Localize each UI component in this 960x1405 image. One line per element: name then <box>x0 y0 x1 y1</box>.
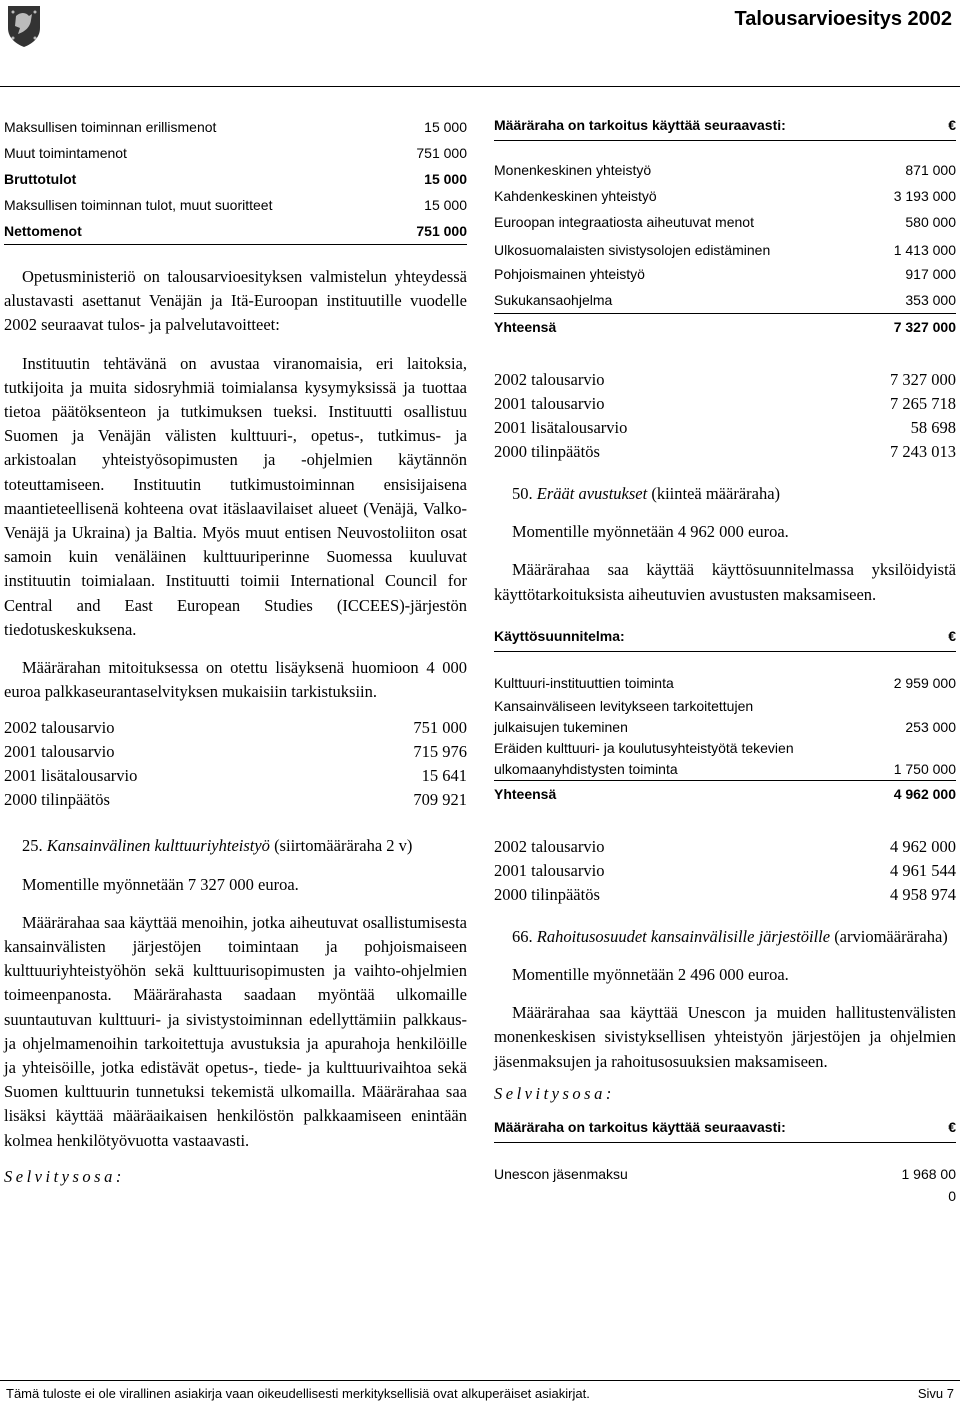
left-column <box>4 114 467 1187</box>
selvitysosa-label: Selvitysosa: <box>494 1083 615 1103</box>
selvitysosa-label: Selvitysosa: <box>4 1166 125 1186</box>
document-title: Talousarvioesitys 2002 <box>734 8 952 30</box>
table-row: 2001 talousarvio 7 265 718 <box>494 394 956 413</box>
table-row: 2001 talousarvio 715 976 <box>4 742 467 762</box>
paragraph-usage-66: Määrärahaa saa käyttää Unescon ja muiden hallitustenvälisten monenkeskisen sivistyksellisen yhteistyön järjestöjen ja ohjelmien jäsenmaksujen ja rahoitusosuuksien maksamiseen. <box>494 1003 956 1071</box>
page-number: Sivu 7 <box>917 1386 954 1401</box>
right-column <box>494 114 956 1205</box>
header-rule <box>0 86 960 87</box>
moment-amount-66: Momentille myönnetään 2 496 000 euroa. <box>512 965 789 985</box>
table-row: 2002 talousarvio 4 962 000 <box>494 836 956 856</box>
table-row: Bruttotulot 15 000 <box>4 171 467 187</box>
coat-of-arms-icon <box>4 4 44 48</box>
section-heading-50: 50. Eräät avustukset (kiinteä määräraha) <box>512 484 781 503</box>
table-header: Käyttösuunnitelma: € <box>494 625 956 652</box>
table-row: 2002 talousarvio 751 000 <box>4 718 467 738</box>
table-total-row: Yhteensä 4 962 000 <box>494 780 956 807</box>
euro-currency: € <box>948 117 956 133</box>
table-total-row: Yhteensä 7 327 000 <box>494 313 956 340</box>
allocation-table-66 <box>494 1116 956 1205</box>
table-row: Kansainväliseen levitykseen tarkoitettujen julkaisujen tukeminen 253 000 <box>494 697 956 735</box>
table-row: Pohjoismainen yhteistyö 917 000 <box>494 266 956 282</box>
paragraph-usage-50: Määrärahaa saa käyttää käyttösuunnitelmassa yksilöidyistä käyttötarkoituksista aiheutuvien avustusten maksamiseen. <box>494 560 956 604</box>
moment-amount-50: Momentille myönnetään 4 962 000 euroa. <box>512 522 789 542</box>
table-row: Sukukansaohjelma 353 000 <box>494 292 956 308</box>
table-row: 2001 talousarvio 4 961 544 <box>494 860 956 880</box>
usage-plan-table-50 <box>494 625 956 807</box>
table-row: 2002 talousarvio 7 327 000 <box>494 370 956 389</box>
table-row: Kahdenkeskinen yhteistyö 3 193 000 <box>494 188 956 204</box>
table-row: 2000 tilinpäätös 4 958 974 <box>494 884 956 904</box>
paragraph-goals-intro: Opetusministeriö on talousarvioesityksen valmistelun yhteydessä alustavasti asettanut Venäjän ja Itä-Euroopan instituutille vuodelle 2002 seuraavat tulos- ja palvelutavoitteet: <box>4 267 467 335</box>
euro-currency: € <box>948 1118 956 1135</box>
table-header: Määräraha on tarkoitus käyttää seuraavasti: € <box>494 1116 956 1143</box>
summary-table <box>4 114 467 245</box>
section-heading-25: 25. Kansainvälinen kulttuuriyhteistyö (siirtomääräraha 2 v) <box>22 836 413 856</box>
footer-rule <box>0 1380 960 1381</box>
moment-amount-25: Momentille myönnetään 7 327 000 euroa. <box>22 874 299 894</box>
table-row: Euroopan integraatiosta aiheutuvat menot 580 000 <box>494 214 956 230</box>
table-row: 2000 tilinpäätös 709 921 <box>4 790 467 810</box>
table-row: Ulkosuomalaisten sivistysolojen edistäminen 1 413 000 <box>494 242 956 258</box>
table-row: Maksullisen toiminnan erillismenot 15 000 <box>4 119 467 135</box>
budget-history-24 <box>4 716 467 812</box>
table-row: Muut toimintamenot 751 000 <box>4 145 467 161</box>
table-row: Kulttuuri-instituuttien toiminta 2 959 000 <box>494 674 956 691</box>
footer-disclaimer: Tämä tuloste ei ole virallinen asiakirja vaan oikeudellisesti merkityksellisiä ovat alkuperäiset asiakirjat. <box>6 1386 590 1401</box>
allocation-table-25 <box>494 114 956 340</box>
euro-currency: € <box>948 627 956 644</box>
budget-history-50 <box>494 835 956 907</box>
table-header: Määräraha on tarkoitus käyttää seuraavasti: € <box>494 114 956 141</box>
table-row: Maksullisen toiminnan tulot, muut suoritteet 15 000 <box>4 197 467 213</box>
paragraph-institute: Instituutin tehtävänä on avustaa viranomaisia, eri laitoksia, tutkijoita ja muita sidosryhmiä toimialansa kysymyksissä ja tuottaa tietoa päätöksenteon ja tutkimuksen tueksi. Instituutti osallistuu Suomen ja Venäjän välisten kulttuuri-, opetus-, tutkimus- ja arkistoalan yhteistyösopimusten ja -ohjelmien käytännön toteuttamiseen. Instituutin tutkimustoiminnan ensisijaisena maantieteellisenä kohteena ovat itäslaavilaiset alueet (Venäjä, Valko-Venäjä ja Ukraina) ja Baltia. Myös muut entisen Neuvostoliiton osat samoin kuin venäläinen kulttuuriperinne Suomessa kuuluvat instituutin toimialaan. Instituutti toimii International Council for Central and East European Studies (ICCEES)-järjestön tiedotuskeskuksena. <box>4 353 467 639</box>
table-row: Eräiden kulttuuri- ja koulutusyhteistyötä tekevien ulkomaanyhdistysten toiminta 1 750 000 <box>494 739 956 777</box>
table-row: Nettomenot 751 000 <box>4 223 467 239</box>
budget-history-25 <box>494 368 956 464</box>
table-row: Monenkeskinen yhteistyö 871 000 <box>494 162 956 178</box>
paragraph-usage-25: Määrärahaa saa käyttää menoihin, jotka aiheutuvat osallistumisesta kansainvälisten järjestöjen toimintaan ja pohjoismaiseen kulttuuriyhteistyöhön sekä kulttuurisopimusten ja vaihto-ohjelmien toimeenpanosta. Määrärahasta saadaan myöntää ulkomaille suuntautuvan kulttuuri- ja sivistystoiminnan edellyttämiin palkkaus- ja ohjelmamenoihin tarkoitettuja avustuksia ja apurahoja henkilöille ja yhteisöille, jotka edistävät opetus-, tiede- ja kulttuurivaihtoa sekä Suomen kulttuurin tunnetuksi tekemistä ulkomailla. Määrärahaa saa lisäksi käyttää määräaikaisen henkilöstön palkkaamiseen enintään kolmea henkilötyövuotta vastaavasti. <box>4 912 467 1150</box>
paragraph-appropriation: Määrärahan mitoituksessa on otettu lisäyksenä huomioon 4 000 euroa palkkaseurantaselvityksen mukaisiin tarkistuksiin. <box>4 658 467 702</box>
table-row: Unescon jäsenmaksu 1 968 00 <box>494 1165 956 1182</box>
table-row: 2000 tilinpäätös 7 243 013 <box>494 442 956 461</box>
table-row-continuation: 0 <box>948 1187 956 1204</box>
table-row: 2001 lisätalousarvio 15 641 <box>4 766 467 786</box>
table-row: 2001 lisätalousarvio 58 698 <box>494 418 956 437</box>
section-heading-66: 66. Rahoitusosuudet kansainvälisille järjestöille (arviomääräraha) <box>512 926 948 946</box>
